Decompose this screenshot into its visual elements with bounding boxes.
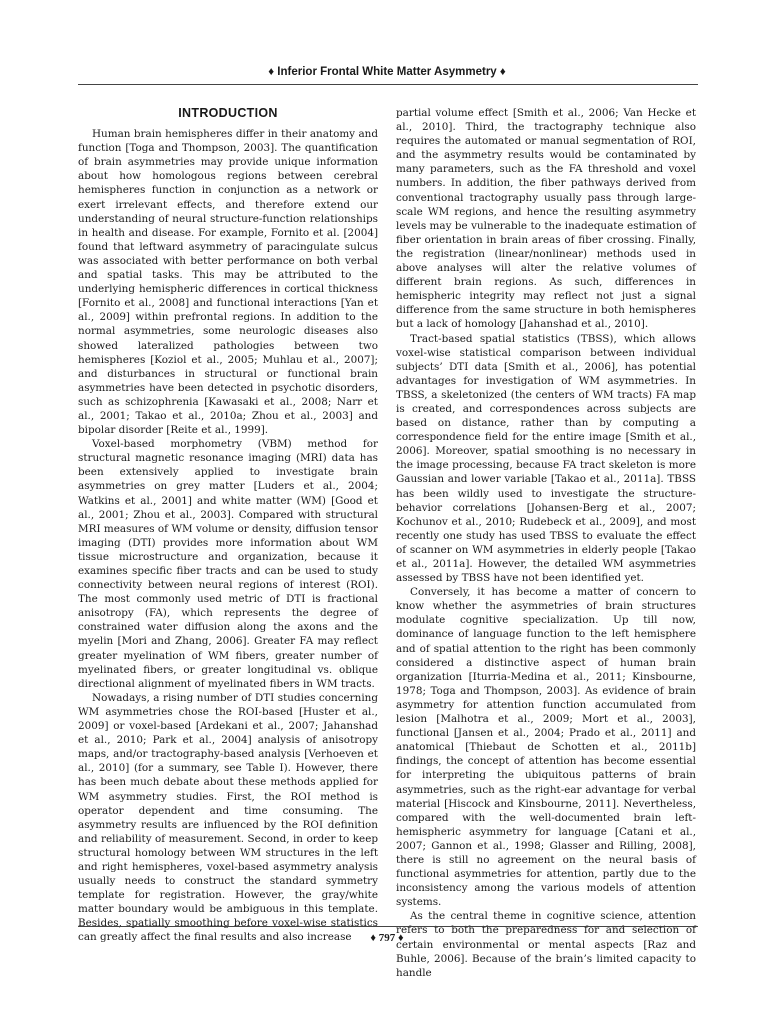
paragraph: Human brain hemispheres differ in their anatomy and function [Toga and Thompson, 2003]. The quantification of brain asymmetries may provide unique information about how homologous regions between cerebral hemispheres function in conjunction as a network or exert irrelevant effects, and therefore extend our understanding of neural structure-function relationships in health and disease. For example, Fornito et al. [2004] found that leftward asymmetry of paracingulate sulcus was associated with better performance on both verbal and spatial tasks. This may be attributed to the underlying hemispheric differences in cortical thickness [Fornito et al., 2008] and functional interactions [Yan et al., 2009] within prefrontal regions. In addition to the normal asymmetries, some neurologic diseases also showed lateralized pathologies between two hemispheres [Koziol et al., 2005; Muhlau et al., 2007]; and disturbances in structural or functional brain asymmetries have been detected in psychotic disorders, such as schizophrenia [Kawasaki et al., 2008; Narr et al., 2001; Takao et al., 2010a; Zhou et al., 2003] and bipolar disorder [Reite et al., 1999].: [78, 128, 378, 437]
paragraph: Nowadays, a rising number of DTI studies concerning WM asymmetries chose the ROI-based [Huster et al., 2009] or voxel-based [Ardekani et al., 2007; Jahanshad et al., 2010; Park et al., 2004] analysis of anisotropy maps, and/or tractography-based analysis [Verhoeven et al., 2010] (for a summary, see Table I). However, there has been much debate about these methods applied for WM asymmetry studies. First, the ROI method is operator dependent and time consuming. The asymmetry results are influenced by the ROI definition and reliability of measurement. Second, in order to keep structural homology between WM structures in the left and right hemispheres, voxel-based asymmetry analysis usually needs to construct the standard symmetry template for registration. However, the gray/white matter boundary would be ambiguous in this template. Besides, spatially smoothing before voxel-wise statistics can greatly affect the final results and also increase: [78, 691, 378, 944]
paragraph: partial volume effect [Smith et al., 2006; Van Hecke et al., 2010]. Third, the tractography technique also requires the automated or manual segmentation of ROI, and the asymmetry results would be contaminated by many parameters, such as the FA threshold and voxel numbers. In addition, the fiber pathways derived from conventional tractography usually pass through large-scale WM regions, and hence the resulting asymmetry levels may be vulnerable to the inadequate estimation of fiber orientation in brain areas of fiber crossing. Finally, the registration (linear/nonlinear) methods used in above analyses will alter the relative volumes of different brain regions. As such, differences in hemispheric integrity may reflect not just a signal difference from the same structure in both hemispheres but a lack of homology [Jahanshad et al., 2010].: [396, 107, 696, 331]
left-column: [78, 106, 378, 945]
paragraph: As the central theme in cognitive science, attention refers to both the preparedness for and selection of certain environmental or mental aspects [Raz and Buhle, 2006]. Because of the brain’s limited capacity to handle: [396, 910, 696, 979]
paragraph: Conversely, it has become a matter of concern to know whether the asymmetries of brain structures modulate cognitive specialization. Up till now, dominance of language function to the left hemisphere and of spatial attention to the right has been commonly considered a distinctive aspect of human brain organization [Iturria-Medina et al., 2011; Kinsbourne, 1978; Toga and Thompson, 2003]. As evidence of brain asymmetry for attention function accumulated from lesion [Malhotra et al., 2009; Mort et al., 2003], functional [Jansen et al., 2004; Prado et al., 2011] and anatomical [Thiebaut de Schotten et al., 2011b] findings, the concept of attention has become essential for interpreting the ubiquitous patterns of brain asymmetries, such as the right-ear advantage for verbal material [Hiscock and Kinsbourne, 2011]. Nevertheless, compared with the well-documented brain left-hemispheric asymmetry for language [Catani et al., 2007; Gannon et al., 1998; Glasser and Rilling, 2008], there is still no agreement on the neural basis of functional asymmetries for attention, partly due to the inconsistency among the various models of attention systems.: [396, 586, 696, 909]
footer-divider: [78, 926, 698, 927]
right-column: [396, 106, 696, 980]
paragraph: Voxel-based morphometry (VBM) method for structural magnetic resonance imaging (MRI) data has been extensively applied to investigate brain asymmetries on grey matter [Luders et al., 2004; Watkins et al., 2001] and white matter (WM) [Good et al., 2001; Zhou et al., 2003]. Compared with structural MRI measures of WM volume or density, diffusion tensor imaging (DTI) provides more information about WM tissue microstructure and organization, because it examines specific fiber tracts and can be used to study connectivity between neural regions of interest (ROI). The most commonly used metric of DTI is fractional anisotropy (FA), which represents the degree of constrained water diffusion along the axons and the myelin [Mori and Zhang, 2006]. Greater FA may reflect greater myelination of WM fibers, greater number of myelinated fibers, or greater longitudinal vs. oblique directional alignment of myelinated fibers in WM tracts.: [78, 438, 378, 690]
running-header: ♦ Inferior Frontal White Matter Asymmetry ♦: [268, 66, 506, 78]
page-number: ♦ 797 ♦: [370, 932, 404, 944]
header-divider: [78, 84, 698, 85]
section-title: INTRODUCTION: [178, 106, 278, 120]
paragraph: Tract-based spatial statistics (TBSS), which allows voxel-wise statistical comparison between individual subjects’ DTI data [Smith et al., 2006], has potential advantages for investigation of WM asymmetries. In TBSS, a skeletonized (the centers of WM tracts) FA map is created, and correspondences across subjects are based on distance, rather than by computing a correspondence field for the entire image [Smith et al., 2006]. Moreover, spatial smoothing is no necessary in the image processing, because FA tract skeleton is more Gaussian and lower variable [Takao et al., 2011a]. TBSS has been wildly used to investigate the structure-behavior correlations [Johansen-Berg et al., 2007; Kochunov et al., 2010; Rudebeck et al., 2009], and most recently one study has used TBSS to evaluate the effect of scanner on WM asymmetries in elderly people [Takao et al., 2011a]. However, the detailed WM asymmetries assessed by TBSS have not been identified yet.: [396, 332, 696, 585]
